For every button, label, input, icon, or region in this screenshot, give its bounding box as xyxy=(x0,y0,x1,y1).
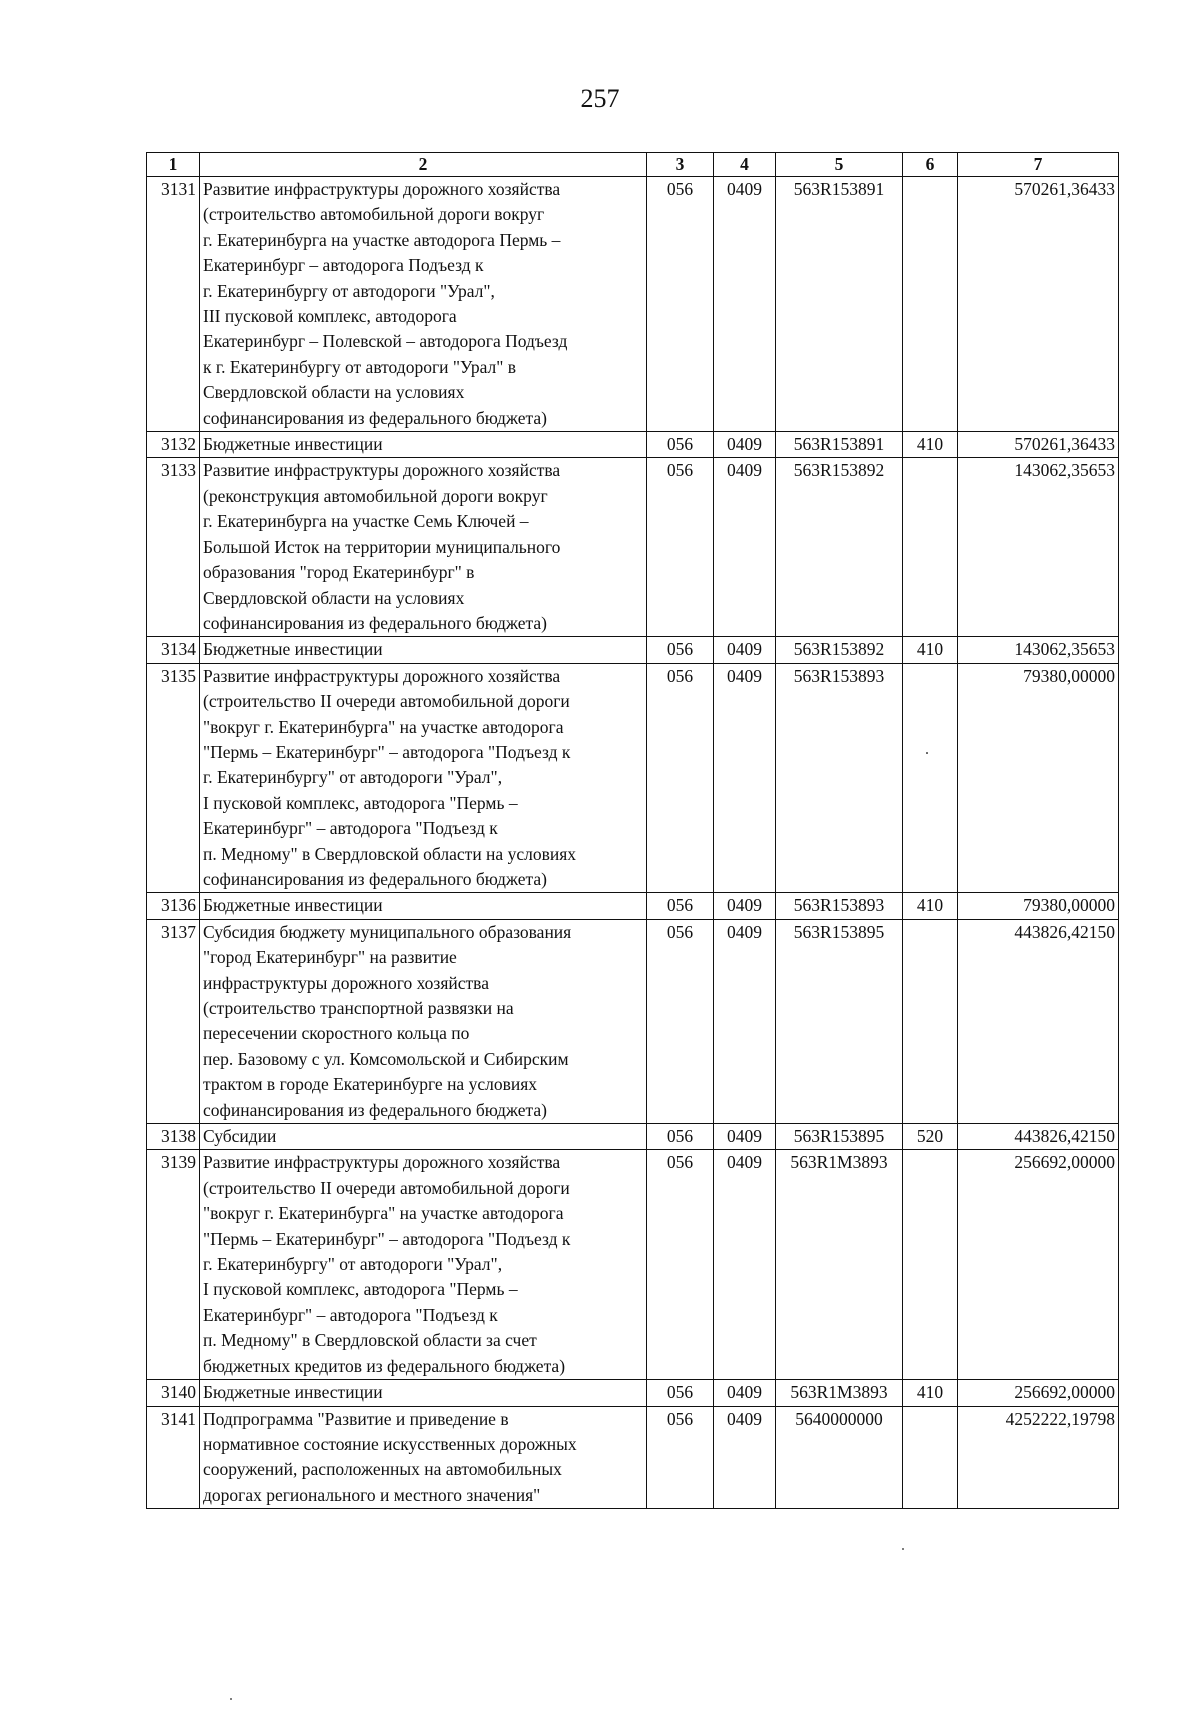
table-row xyxy=(147,663,1119,893)
header-col-1: 1 xyxy=(147,153,200,177)
row-number: 3132 xyxy=(147,432,200,458)
row-description xyxy=(200,458,647,637)
row-amount: 79380,00000 xyxy=(958,663,1119,893)
row-description xyxy=(200,1380,647,1406)
row-code-6 xyxy=(903,458,958,637)
row-code-6: 410 xyxy=(903,893,958,919)
description-line: образования "город Екатеринбург" в xyxy=(203,562,475,583)
description-line: г. Екатеринбурга на участке Семь Ключей – xyxy=(203,511,529,532)
row-code-3: 056 xyxy=(647,1124,714,1150)
row-code-6 xyxy=(903,177,958,432)
table-row xyxy=(147,893,1119,919)
row-code-5: 563R1M3893 xyxy=(776,1150,903,1380)
description-line: Субсидия бюджету муниципального образования xyxy=(203,921,572,942)
description-line: Екатеринбург – автодорога Подъезд к xyxy=(203,255,484,276)
table-row xyxy=(147,637,1119,663)
description-line: Бюджетные инвестиции xyxy=(203,434,383,455)
header-col-2: 2 xyxy=(200,153,647,177)
row-code-3: 056 xyxy=(647,177,714,432)
row-amount: 443826,42150 xyxy=(958,919,1119,1123)
page-number: 257 xyxy=(580,84,620,113)
row-amount: 570261,36433 xyxy=(958,432,1119,458)
row-code-6: 410 xyxy=(903,1380,958,1406)
row-amount: 443826,42150 xyxy=(958,1124,1119,1150)
description-line: Подпрограмма "Развитие и приведение в xyxy=(203,1408,509,1429)
header-row xyxy=(147,153,1119,177)
table-row xyxy=(147,432,1119,458)
description-line: к г. Екатеринбургу от автодороги "Урал" в xyxy=(203,356,517,377)
description-line: софинансирования из федерального бюджета) xyxy=(203,407,547,428)
row-code-5: 563R153893 xyxy=(776,893,903,919)
description-line: Субсидии xyxy=(203,1126,277,1147)
row-code-5: 5640000000 xyxy=(776,1406,903,1509)
description-line: нормативное состояние искусственных дорожных xyxy=(203,1433,577,1454)
table-row xyxy=(147,177,1119,432)
row-code-3: 056 xyxy=(647,1380,714,1406)
row-code-5: 563R153891 xyxy=(776,177,903,432)
row-code-4: 0409 xyxy=(714,1380,776,1406)
row-code-6 xyxy=(903,1406,958,1509)
row-code-5: 563R1M3893 xyxy=(776,1380,903,1406)
description-line: г. Екатеринбургу" от автодороги "Урал", xyxy=(203,1254,503,1275)
description-line: Развитие инфраструктуры дорожного хозяйства xyxy=(203,1152,561,1173)
description-line: (реконструкция автомобильной дороги вокруг xyxy=(203,485,548,506)
description-line: I пусковой комплекс, автодорога "Пермь – xyxy=(203,792,518,813)
row-code-5: 563R153891 xyxy=(776,432,903,458)
header-col-7: 7 xyxy=(958,153,1119,177)
description-line: Екатеринбург" – автодорога "Подъезд к xyxy=(203,818,498,839)
row-code-5: 563R153895 xyxy=(776,1124,903,1150)
row-code-5: 563R153892 xyxy=(776,637,903,663)
description-line: Свердловской области на условиях xyxy=(203,382,465,403)
description-line: (строительство транспортной развязки на xyxy=(203,998,514,1018)
description-line: III пусковой комплекс, автодорога xyxy=(203,306,457,327)
row-description xyxy=(200,432,647,458)
row-code-4: 0409 xyxy=(714,893,776,919)
description-line: (строительство II очереди автомобильной дороги xyxy=(203,1177,570,1198)
row-code-4: 0409 xyxy=(714,432,776,458)
table-body xyxy=(147,177,1119,1509)
description-line: Бюджетные инвестиции xyxy=(203,639,383,660)
row-code-6: 410 xyxy=(903,432,958,458)
description-line: "вокруг г. Екатеринбурга" на участке автодорога xyxy=(203,716,564,737)
table-row xyxy=(147,1150,1119,1380)
description-line: п. Медному" в Свердловской области на условиях xyxy=(203,843,576,864)
row-description xyxy=(200,1124,647,1150)
table-row xyxy=(147,458,1119,637)
header-col-6: 6 xyxy=(903,153,958,177)
row-code-4: 0409 xyxy=(714,1406,776,1509)
row-amount: 256692,00000 xyxy=(958,1150,1119,1380)
description-line: г. Екатеринбургу от автодороги "Урал", xyxy=(203,280,495,301)
row-code-3: 056 xyxy=(647,893,714,919)
row-description xyxy=(200,919,647,1123)
description-line: I пусковой комплекс, автодорога "Пермь – xyxy=(203,1279,518,1300)
row-number: 3141 xyxy=(147,1406,200,1509)
row-code-3: 056 xyxy=(647,637,714,663)
table-row xyxy=(147,1380,1119,1406)
row-code-6 xyxy=(903,663,958,893)
row-description xyxy=(200,177,647,432)
row-code-3: 056 xyxy=(647,458,714,637)
description-line: Бюджетные инвестиции xyxy=(203,1382,383,1403)
row-number: 3131 xyxy=(147,177,200,432)
row-code-5: 563R153893 xyxy=(776,663,903,893)
row-code-3: 056 xyxy=(647,432,714,458)
table-row xyxy=(147,1406,1119,1509)
row-code-4: 0409 xyxy=(714,1150,776,1380)
description-line: "город Екатеринбург" на развитие xyxy=(203,947,457,968)
row-code-4: 0409 xyxy=(714,177,776,432)
row-code-3: 056 xyxy=(647,663,714,893)
row-number: 3134 xyxy=(147,637,200,663)
description-line: (строительство II очереди автомобильной дороги xyxy=(203,691,570,712)
row-code-3: 056 xyxy=(647,919,714,1123)
row-description xyxy=(200,1406,647,1509)
description-line: сооружений, расположенных на автомобильных xyxy=(203,1459,562,1480)
scan-speck xyxy=(902,1548,904,1550)
row-number: 3136 xyxy=(147,893,200,919)
description-line: софинансирования из федерального бюджета) xyxy=(203,612,547,633)
description-line: софинансирования из федерального бюджета) xyxy=(203,868,547,889)
header-col-4: 4 xyxy=(714,153,776,177)
description-line: Бюджетные инвестиции xyxy=(203,895,383,916)
row-description xyxy=(200,637,647,663)
description-line: "Пермь – Екатеринбург" – автодорога "Подъезд к xyxy=(203,741,571,762)
scan-speck xyxy=(926,752,928,754)
description-line: г. Екатеринбургу" от автодороги "Урал", xyxy=(203,767,503,788)
row-number: 3140 xyxy=(147,1380,200,1406)
row-code-6: 520 xyxy=(903,1124,958,1150)
description-line: п. Медному" в Свердловской области за счет xyxy=(203,1330,537,1351)
header-col-5: 5 xyxy=(776,153,903,177)
row-amount: 79380,00000 xyxy=(958,893,1119,919)
row-number: 3135 xyxy=(147,663,200,893)
header-col-3: 3 xyxy=(647,153,714,177)
row-code-3: 056 xyxy=(647,1150,714,1380)
description-line: Развитие инфраструктуры дорожного хозяйства xyxy=(203,179,561,199)
row-code-4: 0409 xyxy=(714,458,776,637)
description-line: софинансирования из федерального бюджета) xyxy=(203,1099,547,1120)
description-line: "вокруг г. Екатеринбурга" на участке автодорога xyxy=(203,1203,564,1224)
row-amount: 143062,35653 xyxy=(958,458,1119,637)
description-line: (строительство автомобильной дороги вокруг xyxy=(203,204,545,225)
row-code-5: 563R153892 xyxy=(776,458,903,637)
row-code-6 xyxy=(903,1150,958,1380)
row-code-6 xyxy=(903,919,958,1123)
row-number: 3137 xyxy=(147,919,200,1123)
description-line: пересечении скоростного кольца по xyxy=(203,1023,470,1044)
description-line: Большой Исток на территории муниципального xyxy=(203,536,561,557)
table-row xyxy=(147,919,1119,1123)
description-line: "Пермь – Екатеринбург" – автодорога "Подъезд к xyxy=(203,1228,571,1249)
row-amount: 143062,35653 xyxy=(958,637,1119,663)
description-line: инфраструктуры дорожного хозяйства xyxy=(203,972,489,993)
row-number: 3138 xyxy=(147,1124,200,1150)
description-line: трактом в городе Екатеринбурге на условиях xyxy=(203,1074,538,1095)
budget-table xyxy=(146,152,1119,1509)
description-line: Свердловской области на условиях xyxy=(203,587,465,608)
row-description xyxy=(200,893,647,919)
row-code-3: 056 xyxy=(647,1406,714,1509)
row-amount: 570261,36433 xyxy=(958,177,1119,432)
description-line: дорогах регионального и местного значения" xyxy=(203,1484,541,1505)
row-number: 3133 xyxy=(147,458,200,637)
row-code-4: 0409 xyxy=(714,1124,776,1150)
description-line: Развитие инфраструктуры дорожного хозяйства xyxy=(203,665,561,686)
row-code-6: 410 xyxy=(903,637,958,663)
row-number: 3139 xyxy=(147,1150,200,1380)
row-code-4: 0409 xyxy=(714,919,776,1123)
description-line: бюджетных кредитов из федерального бюджета) xyxy=(203,1355,566,1376)
row-description xyxy=(200,663,647,893)
description-line: Развитие инфраструктуры дорожного хозяйства xyxy=(203,460,561,481)
row-code-5: 563R153895 xyxy=(776,919,903,1123)
description-line: пер. Базовому с ул. Комсомольской и Сибирским xyxy=(203,1048,569,1069)
description-line: Екатеринбург" – автодорога "Подъезд к xyxy=(203,1304,498,1325)
row-code-4: 0409 xyxy=(714,663,776,893)
row-amount: 4252222,19798 xyxy=(958,1406,1119,1509)
description-line: Екатеринбург – Полевской – автодорога Подъезд xyxy=(203,331,568,352)
row-amount: 256692,00000 xyxy=(958,1380,1119,1406)
row-description xyxy=(200,1150,647,1380)
row-code-4: 0409 xyxy=(714,637,776,663)
scan-speck xyxy=(230,1698,232,1700)
table-row xyxy=(147,1124,1119,1150)
description-line: г. Екатеринбурга на участке автодорога Пермь – xyxy=(203,229,561,250)
